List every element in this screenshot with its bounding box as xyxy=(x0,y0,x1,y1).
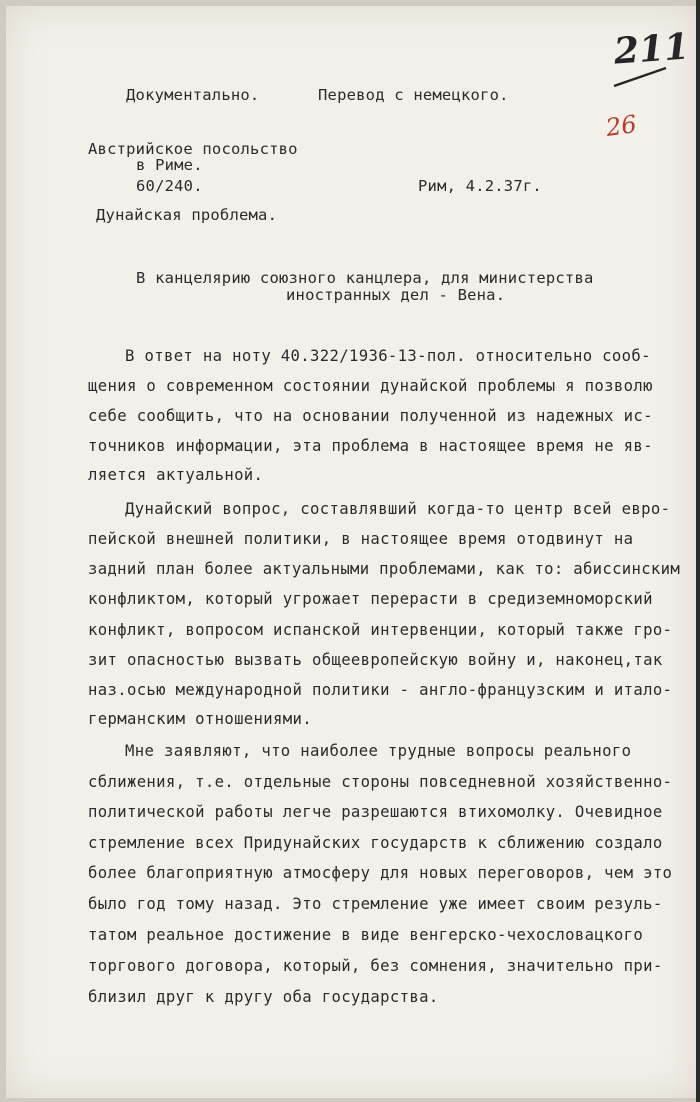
paragraph-line: татом реальное достижение в виде венгерско-чехословацкого xyxy=(88,926,644,944)
paragraph-line: пейской внешней политики, в настоящее время отодвинут на xyxy=(88,530,634,548)
paragraph-line: германским отношениями. xyxy=(88,710,312,728)
sender-line1: Австрийское посольство xyxy=(88,140,298,158)
folio-number: 211 xyxy=(612,25,691,73)
paragraph-line: наз.осью международной политики - англо-французским и итало- xyxy=(88,681,673,699)
paragraph-line: ляется актуальной. xyxy=(88,466,264,484)
addressee-line1: В канцелярию союзного канцлера, для министерства xyxy=(136,269,594,287)
paragraph-line: задний план более актуальными проблемами, как то: абиссинским xyxy=(88,560,681,578)
paragraph-line: точников информации, эта проблема в настоящее время не яв- xyxy=(88,437,653,455)
paragraph-line: конфликтом, который угрожает перерасти в средиземноморский xyxy=(88,590,653,608)
document-number: 60/240. xyxy=(136,177,203,195)
paragraph-line: себе сообщить, что на основании полученной из надежных ис- xyxy=(88,407,653,425)
sender-line2: в Риме. xyxy=(136,156,203,174)
place-date: Рим, 4.2.37г. xyxy=(418,177,542,195)
paragraph-line: более благоприятную атмосферу для новых переговоров, чем это xyxy=(88,864,673,882)
paragraph-line: зит опасностью вызвать общеевропейскую войну и, наконец,так xyxy=(88,651,663,669)
paragraph-line: конфликт, вопросом испанской интервенции, который также гро- xyxy=(88,621,673,639)
folio-number-secondary: 26 xyxy=(604,110,639,142)
paragraph-line: стремление всех Придунайских государств к сближению создало xyxy=(88,834,663,852)
paragraph-line: политической работы легче разрешаются втихомолку. Очевидное xyxy=(88,803,663,821)
paragraph-line: торгового договора, который, без сомнения, значительно при- xyxy=(88,957,663,975)
header-right: Перевод с немецкого. xyxy=(318,86,509,104)
header-left: Документально. xyxy=(126,86,260,104)
folio-underline xyxy=(612,64,668,90)
paragraph-line: щения о современном состоянии дунайской проблемы я позволю xyxy=(88,377,653,395)
paragraph-line: Дунайский вопрос, составлявший когда-то центр всей евро- xyxy=(125,500,671,518)
paragraph-line: Мне заявляют, что наиболее трудные вопросы реального xyxy=(125,742,632,760)
scan-edge xyxy=(696,0,700,1102)
paragraph-line: было год тому назад. Это стремление уже имеет своим резуль- xyxy=(88,895,663,913)
paragraph-line: сближения, т.е. отдельные стороны повседневной хозяйственно- xyxy=(88,773,673,791)
subject-line: Дунайская проблема. xyxy=(96,206,278,224)
paragraph-line: близил друг к другу оба государства. xyxy=(88,988,439,1006)
paragraph-line: В ответ на ноту 40.322/1936-13-пол. относительно сооб- xyxy=(125,347,651,365)
addressee-line2: иностранных дел - Вена. xyxy=(286,286,506,304)
